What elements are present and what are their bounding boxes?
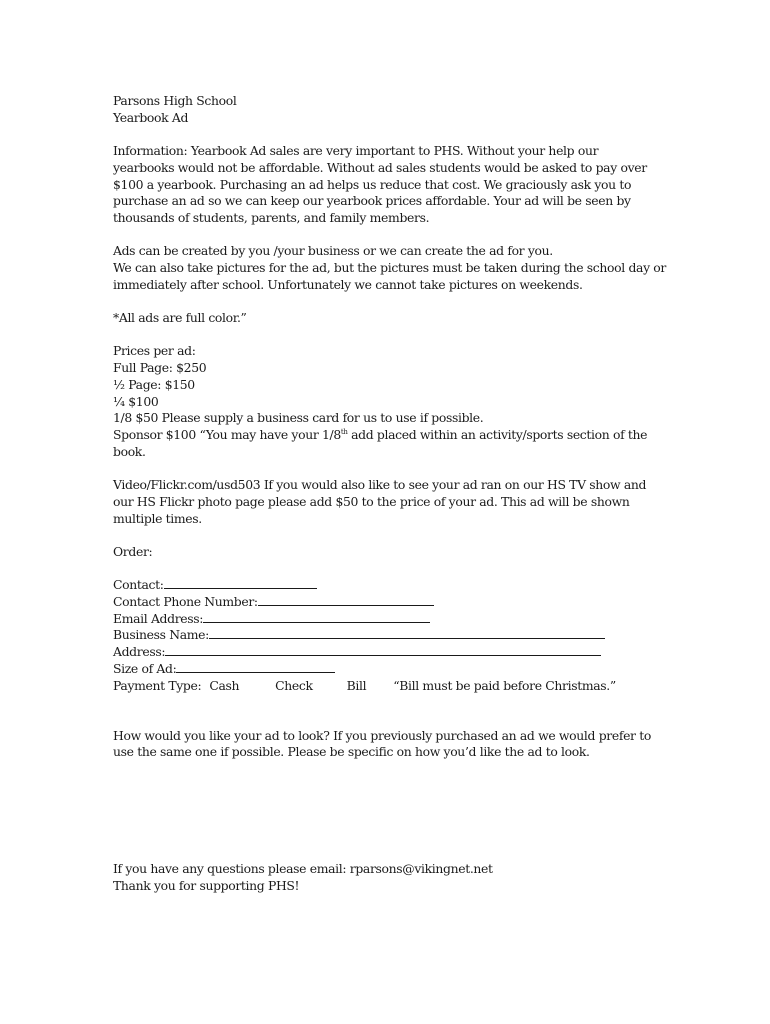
phone-field[interactable] (113, 594, 673, 611)
information-paragraph (113, 143, 673, 227)
school-name: Parsons High School (113, 93, 237, 108)
payment-note: “Bill must be paid before Christmas.” (393, 677, 616, 693)
contact-label: Contact: (113, 577, 164, 593)
price-sponsor (113, 427, 673, 444)
payment-type-row (113, 678, 673, 695)
information-line: $100 a yearbook. Purchasing an ad helps us reduce that cost. We graciously ask you to (113, 176, 632, 192)
information-line: purchase an ad so we can keep our yearbook prices affordable. Your ad will be seen by (113, 193, 631, 209)
ads-info-line: immediately after school. Unfortunately we cannot take pictures on weekends. (113, 276, 583, 292)
business-name-blank[interactable] (209, 628, 605, 639)
prices-section (113, 343, 673, 460)
size-of-ad-label: Size of Ad: (113, 660, 177, 676)
video-line: our HS Flickr photo page please add $50 to the price of your ad. This ad will be shown (113, 493, 630, 509)
contact-field[interactable] (113, 577, 673, 594)
payment-option-check[interactable]: Check (275, 677, 313, 693)
business-name-field[interactable] (113, 627, 673, 644)
size-of-ad-blank[interactable] (176, 662, 335, 673)
address-label: Address: (113, 644, 166, 660)
sponsor-text-cont: add placed within an activity/sports section of the (347, 427, 648, 442)
video-line: multiple times. (113, 510, 202, 526)
ads-info-line: We can also take pictures for the ad, but the pictures must be taken during the school day or (113, 260, 666, 275)
email-label: Email Address: (113, 610, 204, 626)
address-blank[interactable] (165, 645, 601, 656)
size-of-ad-field[interactable] (113, 661, 673, 678)
information-line: yearbooks would not be affordable. Without ad sales students would be asked to pay over (113, 159, 647, 175)
phone-blank[interactable] (258, 595, 434, 606)
price-quarter-page: ¼ $100 (113, 393, 159, 409)
ads-info-paragraph (113, 243, 673, 293)
payment-option-bill[interactable]: Bill (346, 677, 367, 693)
payment-option-cash[interactable]: Cash (209, 677, 240, 693)
business-name-label: Business Name: (113, 627, 209, 643)
full-color-note: *All ads are full color.” (113, 310, 247, 326)
email-blank[interactable] (203, 612, 430, 623)
order-form (113, 577, 673, 694)
ad-look-line: use the same one if possible. Please be specific on how you’d like the ad to look. (113, 744, 590, 760)
ad-look-paragraph (113, 728, 673, 761)
prices-heading: Prices per ad: (113, 343, 196, 359)
document-body (113, 93, 673, 894)
video-line: Video/Flickr.com/usd503 If you would also like to see your ad ran on our HS TV show and (113, 477, 647, 493)
information-line: thousands of students, parents, and family members. (113, 209, 430, 225)
ads-info-line: Ads can be created by you /your business or we can create the ad for you. (113, 243, 553, 259)
order-heading: Order: (113, 543, 153, 559)
email-field[interactable] (113, 611, 673, 628)
information-line: Information: Yearbook Ad sales are very important to PHS. Without your help our (113, 143, 599, 159)
payment-type-label: Payment Type: (113, 677, 202, 693)
price-full-page: Full Page: $250 (113, 360, 207, 376)
price-eighth-page: 1/8 $50 Please supply a business card for us to use if possible. (113, 410, 484, 426)
sponsor-superscript: th (340, 427, 348, 436)
price-sponsor-cont: book. (113, 443, 146, 459)
contact-blank[interactable] (164, 578, 317, 589)
price-half-page: ½ Page: $150 (113, 376, 195, 392)
sponsor-text: Sponsor $100 “You may have your 1/8 (113, 427, 341, 442)
document-title: Yearbook Ad (113, 109, 189, 125)
phone-label: Contact Phone Number: (113, 593, 258, 609)
video-paragraph (113, 477, 673, 527)
questions-contact: If you have any questions please email: rparsons@vikingnet.net (113, 861, 493, 876)
ad-look-line: How would you like your ad to look? If you previously purchased an ad we would prefer to (113, 727, 651, 743)
thank-you-note: Thank you for supporting PHS! (113, 877, 300, 893)
address-field[interactable] (113, 644, 673, 661)
